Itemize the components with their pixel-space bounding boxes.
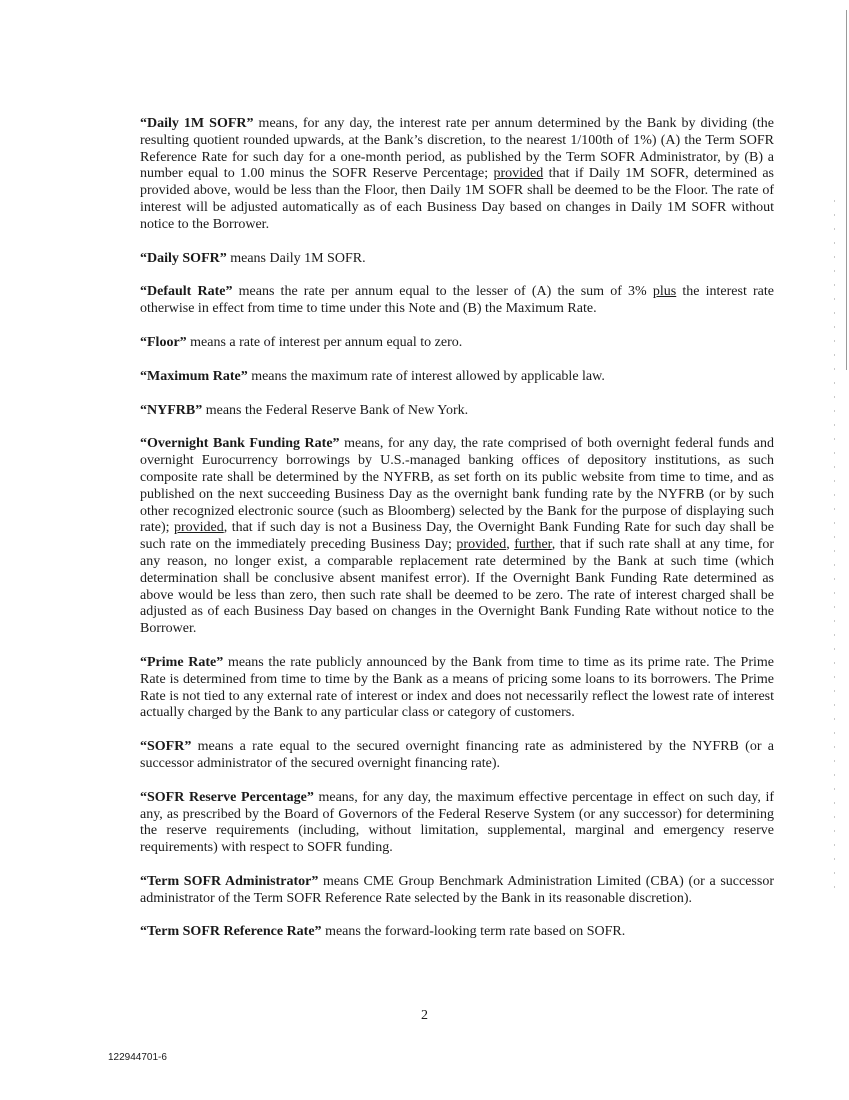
- definitions-section: [140, 116, 774, 958]
- underlined-text: provided: [456, 537, 507, 553]
- definition-text: , that if such rate shall at any time, for any reason, no longer exist, a comparable replacement rate determined by the Bank at such time (which determination shall be conclusive absent manifest error). If the Overnight Bank Funding Rate determined as above would be less than zero, then such rate shall be deemed to be zero. The rate of interest charged shall be adjusted as of each Business Day based on changes in the Overnight Bank Funding Rate without notice to the Borrower.: [140, 537, 774, 637]
- definition-sofr: [140, 739, 774, 773]
- definition-text: , that if such day is not a Business Day, the Overnight Bank Funding Rate for such day shall be such rate on the immediately preceding Business Day;: [140, 520, 775, 553]
- definition-text: that if Daily 1M SOFR, determined as provided above, would be less than the Floor, then Daily 1M SOFR shall be deemed to be the Floor. The rate of interest will be adjusted automatically as of each Business Day based on changes in Daily 1M SOFR without notice to the Borrower.: [140, 166, 774, 232]
- defined-term: “Term SOFR Administrator”: [140, 873, 319, 889]
- underlined-text: plus: [652, 284, 677, 300]
- definition-text: means, for any day, the rate comprised of both overnight federal funds and overnight Eurocurrency borrowings by U.S.-managed banking offices of depository institutions, as such composite rate shall be determined by the NYFRB, as set forth on its public website from time to time, and as published on the next succeeding Business Day as the overnight bank funding rate by the NYFRB (or by such other recognized electronic source (such as Bloomberg) selected by the Bank for the purpose of displaying such rate);: [140, 436, 774, 536]
- scan-edge-line: [846, 10, 847, 370]
- defined-term: “Maximum Rate”: [140, 368, 248, 384]
- definition-text: the interest rate otherwise in effect from time to time under this Note and (B) the Maximum Rate.: [140, 284, 774, 317]
- definition-text: means the maximum rate of interest allowed by applicable law.: [247, 368, 605, 384]
- defined-term: “NYFRB”: [140, 402, 203, 418]
- underlined-text: further: [514, 537, 552, 553]
- underlined-text: provided: [173, 520, 224, 536]
- defined-term: “Daily 1M SOFR”: [140, 116, 254, 131]
- defined-term: “SOFR Reserve Percentage”: [140, 789, 314, 805]
- definition-text: means Daily 1M SOFR.: [226, 250, 366, 266]
- definition-term-sofr-reference-rate: [140, 924, 774, 941]
- definition-daily-sofr: [140, 251, 774, 268]
- definition-sofr-reserve-percentage: [140, 790, 774, 857]
- definition-text: ,: [506, 537, 515, 553]
- definition-text: means, for any day, the maximum effective percentage in effect on such day, if any, as prescribed by the Board of Governors of the Federal Reserve System (or any successor) for determining the reserve requirements (including, without limitation, supplemental, marginal and emergency reserve requirements) with respect to SOFR funding.: [140, 789, 774, 856]
- definition-text: means the Federal Reserve Bank of New York.: [202, 402, 469, 418]
- definition-maximum-rate: [140, 369, 774, 386]
- definition-nyfrb: [140, 403, 774, 420]
- defined-term: “Overnight Bank Funding Rate”: [140, 436, 340, 452]
- underlined-text: provided: [493, 166, 544, 182]
- definition-prime-rate: [140, 655, 774, 722]
- defined-term: “Prime Rate”: [140, 654, 224, 670]
- defined-term: “SOFR”: [140, 739, 192, 755]
- defined-term: “Daily SOFR”: [140, 250, 227, 266]
- definition-text: means CME Group Benchmark Administration Limited (CBA) (or a successor administrator of the Term SOFR Reference Rate selected by the Bank in its reasonable discretion).: [140, 873, 774, 906]
- scan-edge-dots: [834, 200, 835, 900]
- definition-text: means, for any day, the interest rate per annum determined by the Bank by dividing (the resulting quotient rounded upwards, at the Bank’s discretion, to the nearest 1/100th of 1%) (A) the Term SOFR Reference Rate for such day for a one-month period, as published by the Term SOFR Administrator, by (B) a number equal to 1.00 minus the SOFR Reserve Percentage;: [140, 116, 774, 182]
- definition-text: means the forward-looking term rate based on SOFR.: [321, 924, 626, 940]
- definition-text: means a rate equal to the secured overnight financing rate as administered by the NYFRB (or a successor administrator of the secured overnight financing rate).: [140, 739, 774, 771]
- defined-term: “Floor”: [140, 334, 187, 350]
- document-id: 122944701-6: [108, 1052, 167, 1063]
- definition-floor: [140, 335, 774, 352]
- definition-daily-1m-sofr: [140, 116, 774, 234]
- definition-overnight-bank-funding-rate: [140, 436, 774, 638]
- definition-text: means the rate publicly announced by the Bank from time to time as its prime rate. The Prime Rate is determined from time to time by the Bank as a means of pricing some loans to its borrowers. The Prime Rate is not tied to any external rate of interest or index and does not necessarily reflect the lowest rate of interest actually charged by the Bank to any particular class or category of customers.: [140, 654, 774, 721]
- definition-text: means the rate per annum equal to the lesser of (A) the sum of 3%: [232, 284, 653, 300]
- definition-term-sofr-administrator: [140, 874, 774, 908]
- definition-text: means a rate of interest per annum equal to zero.: [186, 334, 463, 350]
- defined-term: “Default Rate”: [140, 284, 233, 300]
- defined-term: “Term SOFR Reference Rate”: [140, 924, 322, 940]
- page-number: 2: [421, 1008, 428, 1023]
- definition-default-rate: [140, 284, 774, 318]
